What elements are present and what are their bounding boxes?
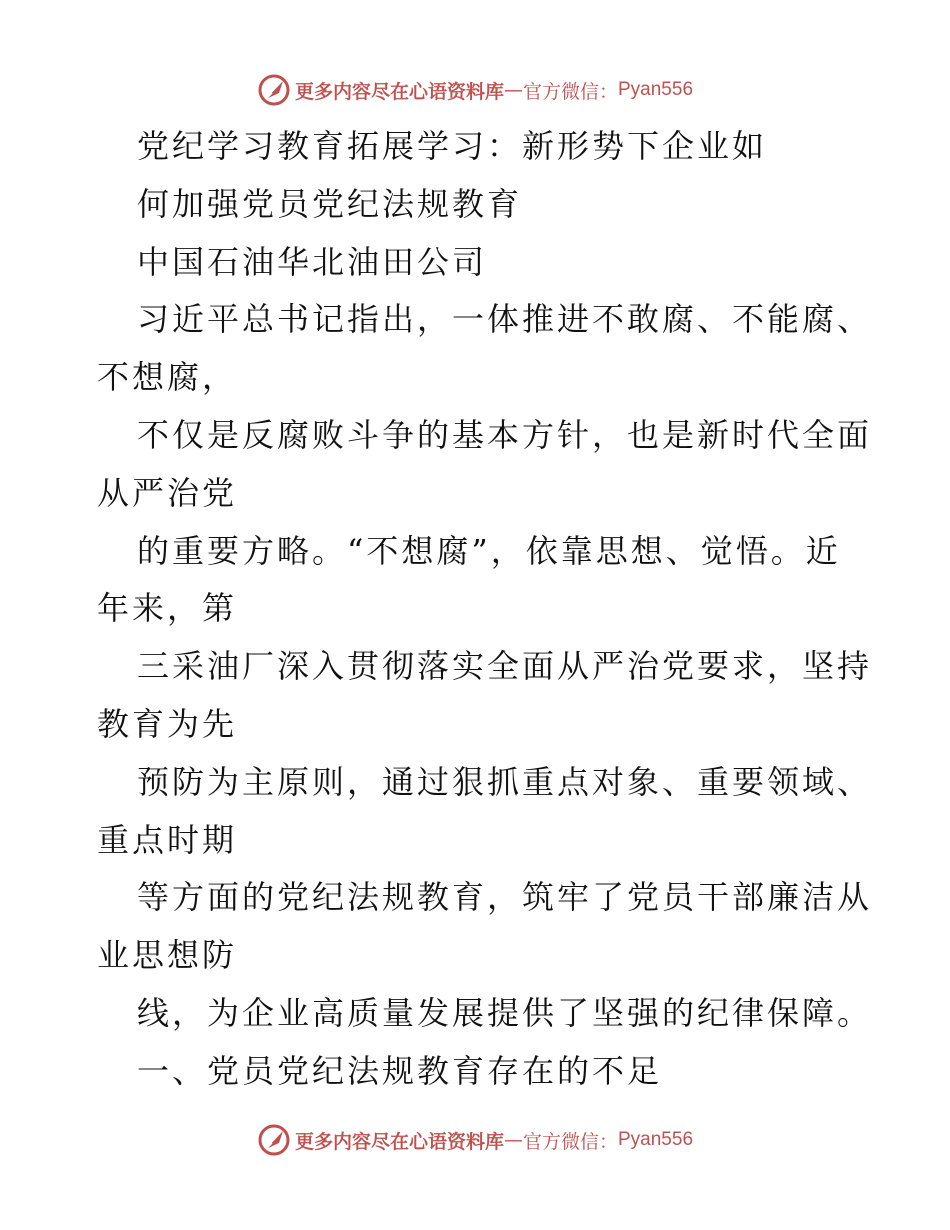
watermark-wechat-id: Pyan556 (618, 79, 694, 100)
paragraph-line: 等方面的党纪法规教育，筑牢了党员干部廉洁从 (137, 878, 873, 917)
paragraph-line: 教育为先 (97, 704, 238, 743)
paragraph-line: 不想腐， (97, 358, 238, 397)
paragraph-line: 预防为主原则，通过狠抓重点对象、重要领域、 (137, 762, 873, 801)
paragraph-line: 不仅是反腐败斗争的基本方针，也是新时代全面 (137, 415, 873, 454)
paragraph-line: 重点时期 (97, 820, 238, 859)
watermark-wechat-id: Pyan556 (618, 1129, 694, 1150)
author-line: 中国石油华北油田公司 (137, 242, 488, 281)
paragraph-line: 线，为企业高质量发展提供了坚强的纪律保障。 (137, 993, 873, 1032)
title-line-1: 党纪学习教育拓展学习：新形势下企业如 (137, 127, 768, 165)
watermark-separator: — (503, 1129, 523, 1151)
document-body (97, 118, 873, 1101)
title-line-2: 何加强党员党纪法规教育 (137, 184, 523, 223)
watermark-main-text: 更多内容尽在心语资料库 (294, 80, 504, 103)
quill-pen-logo-icon (257, 73, 291, 107)
header-watermark (0, 70, 950, 110)
paragraph-line: 年来，第 (97, 589, 238, 628)
paragraph-line: 三采油厂深入贯彻落实全面从严治党要求，坚持 (137, 647, 873, 686)
paragraph-line: 习近平总书记指出，一体推进不敢腐、不能腐、 (137, 300, 873, 339)
watermark-main-text: 更多内容尽在心语资料库 (294, 1130, 504, 1153)
paragraph-line: 从严治党 (97, 473, 238, 512)
paragraph-line: 业思想防 (97, 936, 238, 975)
quill-pen-logo-icon (257, 1123, 291, 1157)
watermark-sub-text: 官方微信： (522, 1130, 618, 1153)
watermark-sub-text: 官方微信： (522, 80, 618, 103)
footer-watermark (0, 1120, 950, 1160)
watermark-separator: — (503, 79, 523, 101)
section-heading: 一、党员党纪法规教育存在的不足 (137, 1051, 663, 1090)
paragraph-line: 的重要方略。“不想腐”，依靠思想、觉悟。近 (137, 531, 841, 570)
